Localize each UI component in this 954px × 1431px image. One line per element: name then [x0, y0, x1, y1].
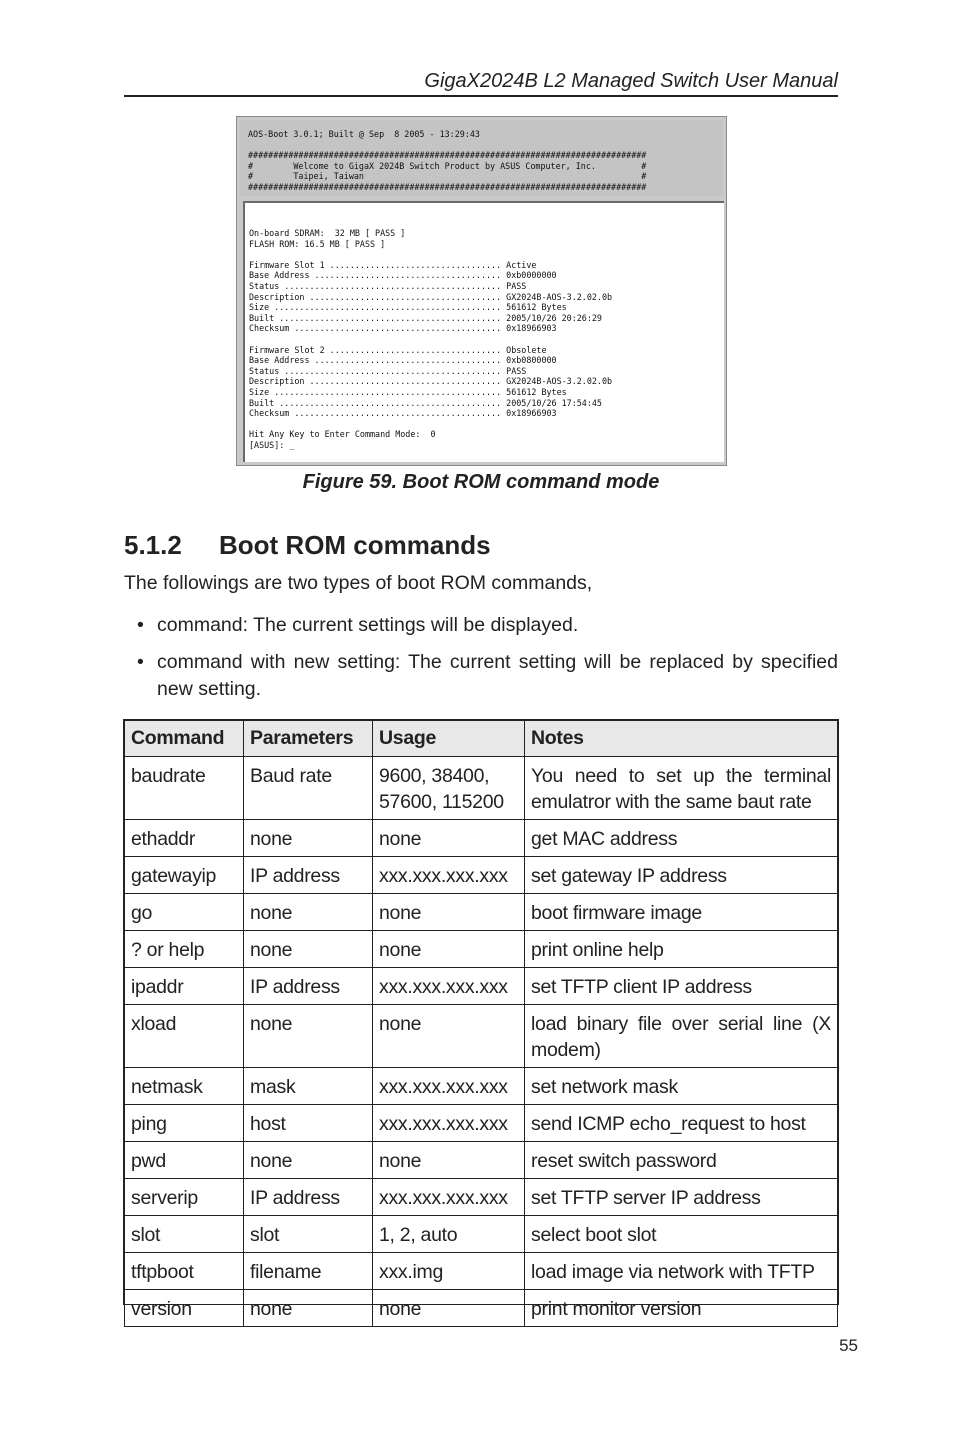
cell-notes: set network mask	[525, 1068, 838, 1105]
table-header-row	[125, 721, 838, 757]
table-row	[125, 1290, 838, 1327]
table-row	[125, 1179, 838, 1216]
table-row	[125, 1105, 838, 1142]
header-usage: Usage	[373, 721, 525, 757]
bullet-item	[124, 649, 838, 703]
cell-parameters: none	[244, 1290, 373, 1327]
terminal-output-text: On-board SDRAM: 32 MB [ PASS ] FLASH ROM: 16.5 MB [ PASS ] Firmware Slot 1 .................................. Active Base Address ..................................... 0xb0000000 Status ........................................... PASS Description ...................................... GX2024B-AOS-3.2.02.0b Size ............................................. 561612 Bytes Built ............................................ 2005/10/26 20:26:29 Checksum ......................................... 0x18966903 Firmware Slot 2 .................................. Obsolete Base Address ..................................... 0xb0800000 Status ........................................... PASS Description ...................................... GX2024B-AOS-3.2.02.0b Size ............................................. 561612 Bytes Built ............................................ 2005/10/26 17:54:45 Checksum ......................................... 0x18966903 Hit Any Key to Enter Command Mode: 0 [ASUS]: _	[249, 228, 613, 450]
cell-notes: boot firmware image	[525, 894, 838, 931]
table-row	[125, 1216, 838, 1253]
cell-usage: 9600, 38400, 57600, 115200	[373, 757, 525, 820]
cell-usage: none	[373, 894, 525, 931]
cell-usage: 1, 2, auto	[373, 1216, 525, 1253]
cell-usage: none	[373, 931, 525, 968]
cell-notes: send ICMP echo_request to host	[525, 1105, 838, 1142]
intro-paragraph: The followings are two types of boot ROM commands,	[124, 572, 593, 594]
bullet-glyph: •	[137, 651, 144, 673]
table-row	[125, 931, 838, 968]
cell-parameters: IP address	[244, 1179, 373, 1216]
cell-notes: set TFTP server IP address	[525, 1179, 838, 1216]
running-header: GigaX2024B L2 Managed Switch User Manual	[424, 70, 838, 92]
terminal-output	[243, 201, 724, 462]
cell-command: ethaddr	[125, 820, 244, 857]
cell-parameters: IP address	[244, 857, 373, 894]
cell-parameters: none	[244, 894, 373, 931]
page-number: 55	[839, 1336, 858, 1355]
table-row	[125, 820, 838, 857]
bullet-text: command: The current settings will be displayed.	[157, 614, 579, 636]
cell-parameters: none	[244, 931, 373, 968]
cell-command: slot	[125, 1216, 244, 1253]
cell-usage: xxx.xxx.xxx.xxx	[373, 1105, 525, 1142]
cell-usage: none	[373, 1005, 525, 1068]
cell-notes: load image via network with TFTP	[525, 1253, 838, 1290]
header-notes: Notes	[525, 721, 838, 757]
cell-notes: select boot slot	[525, 1216, 838, 1253]
cell-usage: xxx.img	[373, 1253, 525, 1290]
cell-command: xload	[125, 1005, 244, 1068]
cell-parameters: Baud rate	[244, 757, 373, 820]
cell-notes: get MAC address	[525, 820, 838, 857]
cell-parameters: none	[244, 1142, 373, 1179]
cell-usage: none	[373, 1290, 525, 1327]
cell-command: serverip	[125, 1179, 244, 1216]
table-row	[125, 1068, 838, 1105]
terminal-screenshot	[236, 116, 727, 466]
bullet-text: command with new setting: The current setting will be replaced by specified new setting.	[157, 651, 838, 700]
cell-command: pwd	[125, 1142, 244, 1179]
cell-parameters: none	[244, 1005, 373, 1068]
cell-notes: set gateway IP address	[525, 857, 838, 894]
table-row	[125, 1142, 838, 1179]
table-row	[125, 1253, 838, 1290]
table-row	[125, 968, 838, 1005]
header-rule	[124, 95, 838, 97]
table-row	[125, 857, 838, 894]
cell-command: ? or help	[125, 931, 244, 968]
figure-caption: Figure 59. Boot ROM command mode	[302, 471, 660, 493]
terminal-banner	[240, 120, 723, 196]
cell-usage: none	[373, 1142, 525, 1179]
cell-command: go	[125, 894, 244, 931]
bullet-list	[124, 612, 838, 713]
table-row	[125, 757, 838, 820]
cell-usage: xxx.xxx.xxx.xxx	[373, 968, 525, 1005]
cell-command: gatewayip	[125, 857, 244, 894]
bullet-glyph: •	[137, 614, 144, 636]
section-number: 5.1.2	[124, 530, 182, 560]
section-title: Boot ROM commands	[219, 530, 491, 560]
terminal-banner-text: AOS-Boot 3.0.1; Built @ Sep 8 2005 - 13:29:43 ############################################################################### # Welcome to GigaX 2024B Switch Product by ASUS Computer, Inc. # # Taipei, Taiwan # ###############################################################################	[248, 129, 647, 192]
cell-usage: none	[373, 820, 525, 857]
cell-command: ipaddr	[125, 968, 244, 1005]
cell-usage: xxx.xxx.xxx.xxx	[373, 1068, 525, 1105]
cell-notes: set TFTP client IP address	[525, 968, 838, 1005]
table-row	[125, 894, 838, 931]
cell-parameters: filename	[244, 1253, 373, 1290]
cell-notes: reset switch password	[525, 1142, 838, 1179]
cell-parameters: mask	[244, 1068, 373, 1105]
header-parameters: Parameters	[244, 721, 373, 757]
cell-notes: print online help	[525, 931, 838, 968]
table-row	[125, 1005, 838, 1068]
cell-parameters: host	[244, 1105, 373, 1142]
cell-command: baudrate	[125, 757, 244, 820]
cell-command: netmask	[125, 1068, 244, 1105]
cell-notes: You need to set up the terminal emulatror with the same baut rate	[525, 757, 838, 820]
cell-parameters: IP address	[244, 968, 373, 1005]
header-command: Command	[125, 721, 244, 757]
cell-usage: xxx.xxx.xxx.xxx	[373, 857, 525, 894]
bullet-item	[124, 612, 838, 639]
cell-command: ping	[125, 1105, 244, 1142]
cell-parameters: slot	[244, 1216, 373, 1253]
cell-parameters: none	[244, 820, 373, 857]
cell-notes: load binary file over serial line (X modem)	[525, 1005, 838, 1068]
boot-rom-commands-table	[124, 720, 838, 1327]
section-heading	[124, 530, 491, 561]
cell-command: tftpboot	[125, 1253, 244, 1290]
cell-usage: xxx.xxx.xxx.xxx	[373, 1179, 525, 1216]
cell-notes: print monitor version	[525, 1290, 838, 1327]
cell-command: version	[125, 1290, 244, 1327]
